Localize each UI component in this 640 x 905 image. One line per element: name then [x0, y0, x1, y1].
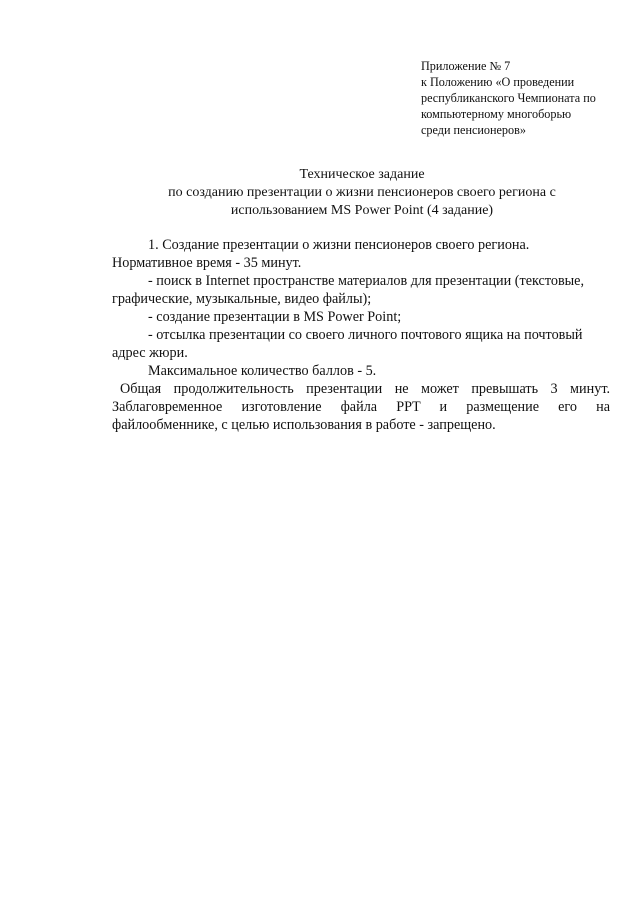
- time-limit: Нормативное время - 35 минут.: [112, 255, 302, 271]
- bullet-create: - создание презентации в MS Power Point;: [148, 309, 402, 325]
- item-1: 1. Создание презентации о жизни пенсионеров своего региона.: [148, 237, 530, 253]
- bullet-search-line-2: графические, музыкальные, видео файлы);: [112, 291, 372, 307]
- appendix-line: компьютерному многоборью: [421, 107, 572, 121]
- appendix-line: республиканского Чемпионата по: [421, 91, 596, 105]
- bullet-send-line-1: - отсылка презентации со своего личного почтового ящика на почтовый: [148, 327, 583, 343]
- rule-line-1: Общая продолжительность презентации не может превышать 3 минут.: [120, 381, 610, 397]
- bullet-search-line-1: - поиск в Internet пространстве материалов для презентации (текстовые,: [148, 273, 585, 289]
- rule-line-3: файлообменнике, с целью использования в работе - запрещено.: [112, 417, 496, 433]
- document-body: [112, 236, 610, 434]
- appendix-line: к Положению «О проведении: [421, 75, 575, 89]
- rule-line-2: Заблаговременное изготовление файла PPT и размещение его на: [112, 399, 610, 415]
- title-line: использованием MS Power Point (4 задание): [230, 203, 494, 218]
- appendix-header: [421, 58, 621, 138]
- document-title: [112, 166, 612, 220]
- appendix-line: Приложение № 7: [421, 59, 511, 73]
- title-line: по созданию презентации о жизни пенсионеров своего региона с: [168, 185, 556, 200]
- appendix-line: среди пенсионеров»: [421, 123, 526, 137]
- max-score: Максимальное количество баллов - 5.: [148, 363, 377, 379]
- title-line: Техническое задание: [299, 167, 425, 182]
- bullet-send-line-2: адрес жюри.: [112, 345, 188, 361]
